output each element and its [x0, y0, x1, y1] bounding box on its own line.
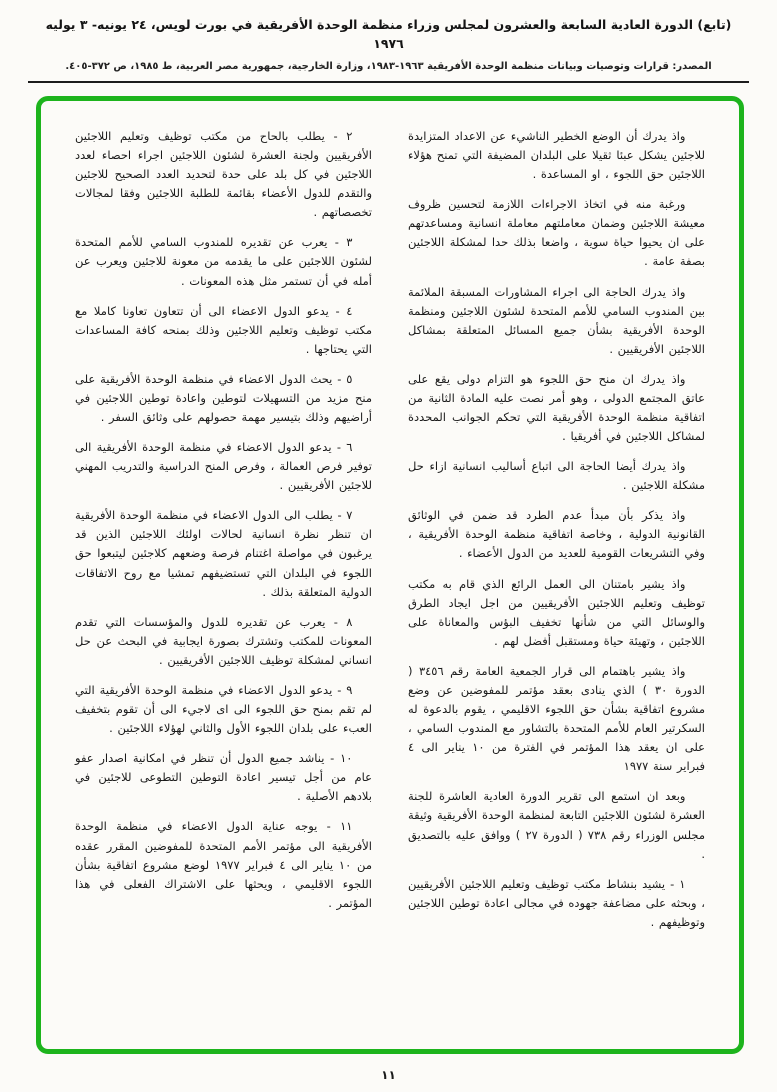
document-source-line: المصدر: قرارات وتوصيات وبيانات منظمة الوحدة الأفريقية ١٩٦٣-١٩٨٣، وزارة الخارجية، جمهورية مصر العربية، ط ١٩٨٥، ص ٣٧٢-٤٠٥.	[65, 60, 712, 72]
paragraph: وبعد ان استمع الى تقرير الدورة العادية العاشرة للجنة العشرة لشئون اللاجئين التابعة لمنظمة الوحدة الأفريقية وثيقة مجلس الوزراء رقم ٧٣٨ ( الدورة ٢٧ ) ووافق عليه بالتصديق .	[408, 789, 705, 861]
header-divider	[28, 81, 749, 83]
paragraph: ٥ - يحث الدول الاعضاء في منظمة الوحدة الأفريقية على منح مزيد من التسهيلات لتوطين واعادة توطين اللاجئين في أراضيهم وذلك بتيسير مهمة حصولهم على وثائق السفر .	[75, 371, 372, 425]
paragraph: واذ يدرك ان منح حق اللجوء هو التزام دولى يقع على عاتق المجتمع الدولى ، وهو أمر نصت عليه المادة الثانية من اتفاقية منظمة الوحدة الأفريقية التي تحكم الجوانب المحددة لمشاكل اللاجئين في أفريقيا .	[408, 371, 705, 444]
paragraph: ٢ - يطلب بالحاح من مكتب توظيف وتعليم اللاجئين الأفريقيين ولجنة العشرة لشئون اللاجئين اجراء احصاء لعدد اللاجئين في كل بلد على حدة لتحديد العدد الصحيح للاجئين والتقدم للدول الأعضاء بقائمة للطلبة اللاجئين وفقا لمجالات تخصصاتهم .	[75, 129, 372, 220]
page-header	[0, 0, 777, 72]
paragraph: ٦ - يدعو الدول الاعضاء في منظمة الوحدة الأفريقية الى توفير فرص العمالة ، وفرص المنح الدراسية والتدريب المهني للاجئين الأفريقيين .	[75, 440, 372, 493]
document-title: (تابع) الدورة العادية السابعة والعشرون لمجلس وزراء منظمة الوحدة الأفريقية في بورت لويس، ٢٤ يونيه- ٣ يوليه ١٩٧٦	[45, 17, 732, 51]
paragraph: ٩ - يدعو الدول الاعضاء في منظمة الوحدة الأفريقية التي لم تقم بمنح حق اللجوء الى اى لاجيء الى أن تقوم بتخفيف العبء على بلدان اللجوء الأول والثاني لهؤلاء اللاجئين .	[75, 682, 372, 736]
paragraph: ١٠ - يناشد جميع الدول أن تنظر في امكانية اصدار عفو عام من أجل تيسير اعادة التوطين التطوعى للاجئين في بلادهم الأصلية .	[75, 751, 372, 804]
paragraph: ٨ - يعرب عن تقديره للدول والمؤسسات التي تقدم المعونات للمكتب وتشترك بصورة ايجابية في البحث عن حل انساني لمشكلة توظيف اللاجئين الأفريقيين .	[75, 614, 372, 667]
paragraph: ١ - يشيد بنشاط مكتب توظيف وتعليم اللاجئين الأفريقيين ، وبحثه على مضاعفة جهوده في مجالى اعادة توطين اللاجئين وتوظيفهم .	[408, 876, 705, 929]
paragraph: ٧ - يطلب الى الدول الاعضاء في منظمة الوحدة الأفريقية ان تنظر نظرة انسانية لحالات اولئك اللاجئين الذين قد يرغبون في مواصلة اغتنام فرصة وضعهم كلاجئين ليتبعوا حق اللجوء في البلدان التي تستضيفهم تمشيا مع روح الاتفاقات الدولية المتعلقة بذلك .	[75, 508, 372, 599]
two-column-text	[75, 127, 705, 1029]
paragraph: واذ يشير بامتنان الى العمل الرائع الذي قام به مكتب توظيف وتعليم اللاجئين الأفريقيين من اجل ايجاد الطرق والوسائل التي من شأنها تخفيف البؤس والمعاناة على اللاجئين ، وتهيئة حياة ومستقبل أفضل لهم .	[408, 576, 705, 648]
paragraph: ٣ - يعرب عن تقديره للمندوب السامي للأمم المتحدة لشئون اللاجئين على ما يقدمه من معونة للاجئين ويعرب عن أمله في أن تستمر مثل هذه المعونات .	[75, 235, 372, 288]
paragraph: واذ يدرك أيضا الحاجة الى اتباع أساليب انسانية ازاء حل مشكلة اللاجئين .	[408, 459, 705, 493]
paragraph: واذ يدرك الحاجة الى اجراء المشاورات المسبقة الملائمة بين المندوب السامي للأمم المتحدة لشئون اللاجئين ومنظمة الوحدة الأفريقية بشأن جميع المسائل المتعلقة بمشاكل اللاجئين الأفريقيين .	[408, 284, 705, 356]
right-text-column	[408, 127, 705, 1029]
left-text-column	[75, 127, 372, 1029]
paragraph: واذ يدرك أن الوضع الخطير الناشيء عن الاعداد المتزايدة للاجئين يشكل عبئا ثقيلا على البلدان المضيفة التي تمنح هؤلاء اللاجئين حق اللجوء ، او المساعدة .	[408, 129, 705, 182]
paragraph: واذ يذكر بأن مبدأ عدم الطرد قد ضمن في الوثائق القانونية الدولية ، وخاصة اتفاقية منظمة الوحدة الأفريقية ، وفي التشريعات القومية للعديد من الدول الأعضاء .	[408, 508, 705, 561]
paragraph: ورغبة منه في اتخاذ الاجراءات اللازمة لتحسين ظروف معيشة اللاجئين وضمان معاملتهم معاملة انسانية ومساعدتهم على ان يحيوا حياة سوية ، واضعا بذلك حدا لمشكلة اللاجئين بصفة عامة .	[408, 197, 705, 269]
page-number: ١١	[381, 1068, 396, 1082]
paragraph: ١١ - يوجه عناية الدول الاعضاء في منظمة الوحدة الأفريقية الى مؤتمر الأمم المتحدة للمفوضين المقرر عقده من ١٠ يناير الى ٤ فبراير ١٩٧٧ لوضع مشروع اتفاقية بشأن اللجوء الاقليمي ، ويحثها على الاشتراك الفعلى في هذا المؤتمر .	[75, 819, 372, 910]
paragraph: واذ يشير باهتمام الى قرار الجمعية العامة رقم ٣٤٥٦ ( الدورة ٣٠ ) الذي ينادى بعقد مؤتمر للمفوضين عن وضع مشروع اتفاقية بشأن حق اللجوء الاقليمي ، يقوم بالدعوة له السكرتير العام للأمم المتحدة بالتشاور مع المندوب السامي ، على ان يعقد هذا المؤتمر في الفترة من ١٠ يناير الى ٤ فبراير سنة ١٩٧٧	[408, 663, 705, 774]
green-border-content-box	[36, 96, 744, 1054]
paragraph: ٤ - يدعو الدول الاعضاء الى أن تتعاون تعاونا كاملا مع مكتب توظيف وتعليم اللاجئين وذلك بمنحه كافة المساعدات التي يحتاجها .	[75, 303, 372, 356]
